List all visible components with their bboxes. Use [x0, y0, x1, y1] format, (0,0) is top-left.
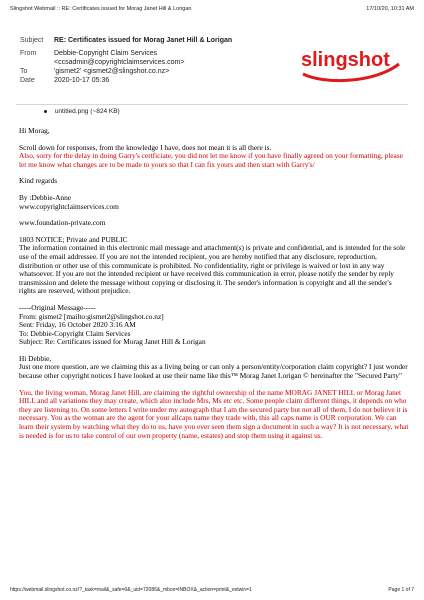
date-value: 2020-10-17 05:36	[54, 77, 110, 84]
from-label: From	[20, 50, 37, 57]
attachment-item[interactable]	[44, 108, 120, 115]
original-question: Just one more question, are we claiming this as a living being or can only a person/entity/corporation claim copyright? I just wonder because other copyright notices I have looked at use their name like this™ Morag Janet Lorigan © hereinafter the "Secured Party"	[19, 362, 408, 381]
notice-text: The information contained in this electronic mail message and attachment(s) is private and confidential, and is intended for the sole use of the email addressee. If you are not the intended recipient, you are hereby notified that any disclosure, reproduction, distribution or other use of this communicate is prohibited. No confidentiality, right or privilege is waived or lost in any way whatsoever. If you are not the intended recipient or have received this communication in error, please notify the sender by reply transmission and delete the message without copying or disclosing it. The sender's information is copyright and all the sender's rights are reserved, without prejudice.	[19, 243, 406, 296]
subject-value: RE: Certificates issued for Morag Janet Hill & Lorigan	[54, 37, 233, 44]
signature-name: By :Debbie-Anne	[19, 192, 72, 202]
regards: Kind regards	[19, 176, 58, 186]
original-separator: -----Original Message-----	[19, 302, 96, 312]
print-footer	[10, 587, 414, 593]
scroll-note: Scroll down for responses, from the knowledge I have, does not mean it is all there is.	[19, 142, 272, 152]
bullet-icon	[44, 110, 47, 113]
print-url: https://webmail.slingshot.co.nz/?_task=mail&_safe=0&_uid=72086&_mbox=INBOX&_action=print&_extwin=1	[10, 587, 252, 593]
print-header	[10, 6, 414, 12]
logo-text: slingshot	[301, 49, 390, 71]
date-label: Date	[20, 77, 35, 84]
original-message-body	[19, 355, 409, 381]
print-datetime: 17/10/20, 10:31 AM	[366, 6, 414, 12]
print-title: Slingshot Webmail :: RE: Certificates issued for Morag Janet Hill & Lorigan	[10, 6, 192, 12]
message-body	[19, 127, 409, 448]
print-page-number: Page 1 of 7	[388, 587, 414, 593]
from-email: <ccsadmin@copyrightclaimservices.com>	[54, 59, 185, 66]
answer-text: You, the living woman, Morag Janet Hill, are claiming the rightful ownership of the name MORAG JANET HILL or Morag Janet HILL and all variations they may create, which also include Mrs, Ms etc etc. Some people claim different things, it depends on who they are listening to. On some letters I write under my autograph that I am the secured party but not all of them, I do not believe it is necessary. You as the woman are the agent for your allcaps name they trade with, this all caps name is OUR corporation. We can learn their system by watching what they do to us, have you ever seen them sign a document in such a way? It is not necessary, what is needed is for us to take control of our own property (name, estates) and stop them using it against us.	[19, 387, 409, 440]
from-name: Debbie-Copyright Claim Services	[54, 50, 158, 57]
greeting: Hi Morag,	[19, 126, 50, 135]
to-label: To	[20, 68, 28, 75]
attachment-size: (~824 KB)	[90, 108, 120, 115]
original-to: To: Debbie-Copyright Claim Services	[19, 328, 131, 338]
original-sent: Sent: Friday, 16 October 2020 3:16 AM	[19, 320, 136, 330]
apology-note: Also, sorry for the delay in doing Garry's certficiate, you did not let me know if you have finally agreed on your formatting, please let me know what changes are to be made to yours so that I can fix yours and then start with Garry's/	[19, 151, 403, 169]
signature	[19, 194, 409, 211]
signature-website-2[interactable]: www.foundation-private.com	[19, 218, 106, 228]
original-message-header	[19, 304, 409, 347]
original-from: From: gismet2 [mailto:gismet2@slingshot.co.nz]	[19, 311, 164, 321]
attachment-name[interactable]: untitled.png	[54, 108, 89, 115]
original-greeting: Hi Debbie,	[19, 353, 52, 363]
to-value[interactable]: 'gismet2' <gismet2@slingshot.co.nz>	[54, 68, 170, 75]
subject-label: Subject	[20, 37, 44, 44]
email-header	[14, 36, 409, 102]
header-divider	[16, 104, 408, 105]
paragraph	[19, 144, 409, 170]
slingshot-logo	[293, 40, 405, 84]
notice-title: 1803 NOTICE; Private and PUBLIC	[19, 234, 128, 244]
notice	[19, 236, 409, 296]
original-subject: Subject: Re: Certificates issued for Morag Janet Hill & Lorigan	[19, 337, 206, 347]
signature-website[interactable]: www.copyrightclaimservices.com	[19, 201, 119, 211]
